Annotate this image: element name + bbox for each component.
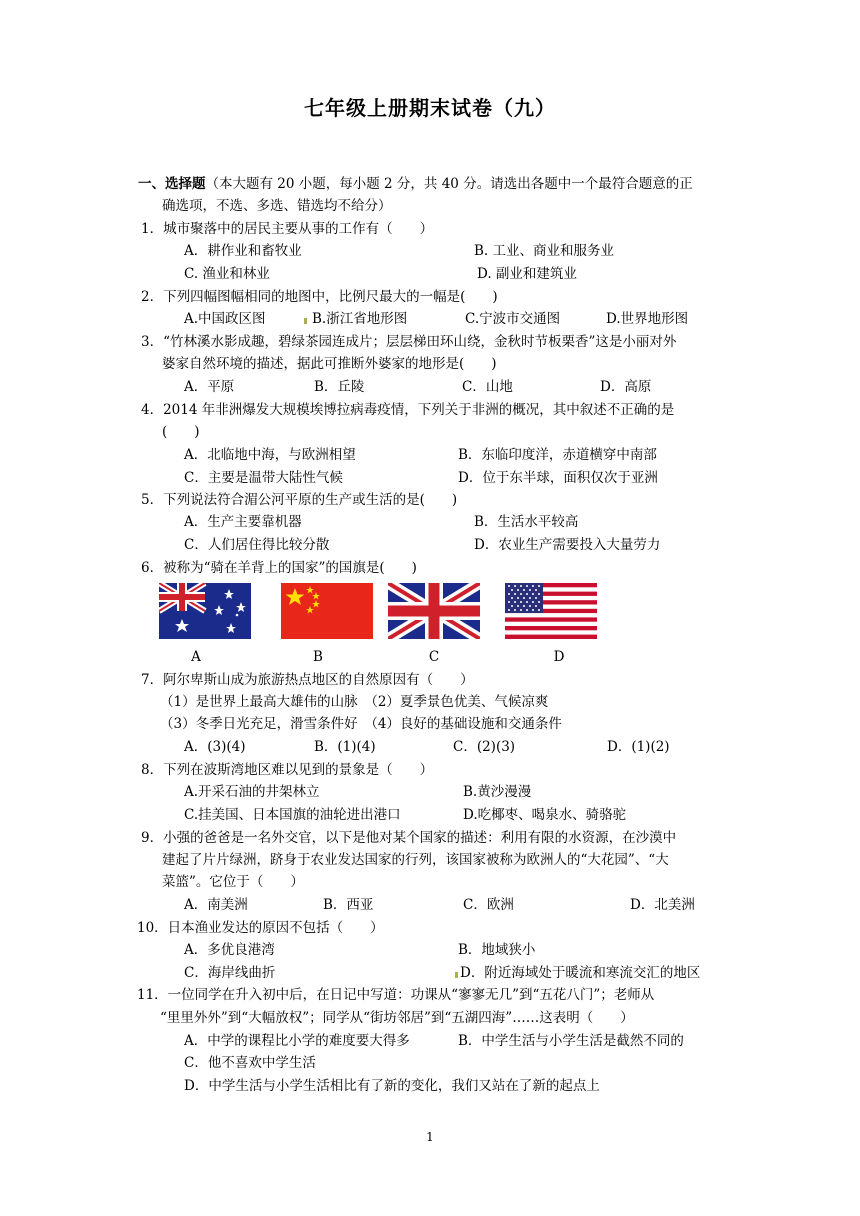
australia-flag-image (159, 583, 251, 639)
flag-label-b: B (313, 649, 323, 665)
question-6-stem: 6．被称为“骑在羊背上的国家”的国旗是( ) (141, 560, 417, 576)
question-11-option-d: D．中学生活与小学生活相比有了新的变化，我们又站在了新的起点上 (184, 1078, 600, 1094)
question-8-stem: 8．下列在波斯湾地区难以见到的景象是（ ） (141, 762, 434, 778)
question-1-option-b: B. 工业、商业和服务业 (474, 243, 615, 259)
question-8-option-d: D.吃椰枣、喝泉水、骑骆驼 (463, 807, 627, 823)
question-10-option-a: A．多优良港湾 (184, 942, 275, 958)
question-3-option-d: D．高原 (600, 379, 652, 395)
flag-label-a: A (191, 649, 201, 665)
question-9-stem-line2: 建起了片片绿洲，跻身于农业发达国家的行列，该国家被称为欧洲人的“大花园”、“大 (162, 852, 669, 868)
question-2-option-c: C.宁波市交通图 (465, 311, 561, 327)
question-10-option-d: D．附近海域处于暖流和寒流交汇的地区 (460, 965, 701, 981)
question-9-option-d: D．北美洲 (630, 897, 695, 913)
question-7-option-c: C．(2)(3) (453, 739, 516, 755)
usa-flag-image (505, 583, 597, 639)
page-number: 1 (426, 1130, 434, 1144)
flag-label-d: D (553, 649, 565, 665)
section-intro-line2: 确选项，不选、多选、错选均不给分） (162, 198, 392, 214)
question-10-option-b: B．地域狭小 (458, 942, 536, 958)
question-7-stem: 7．阿尔卑斯山成为旅游热点地区的自然原因有（ ） (141, 672, 474, 688)
question-4-option-c: C．主要是温带大陆性气候 (184, 470, 343, 486)
question-5-stem: 5．下列说法符合湄公河平原的生产或生活的是( ) (141, 492, 458, 508)
question-7-option-a: A．(3)(4) (184, 739, 246, 755)
question-2-option-a: A.中国政区图 (184, 311, 266, 327)
section-intro-line1 (138, 174, 693, 194)
question-9-stem-line3: 菜篮”。它位于（ ） (162, 874, 304, 890)
question-2-option-d: D.世界地形图 (606, 311, 689, 327)
question-8-option-a: A.开采石油的井架林立 (184, 784, 320, 800)
question-3-option-b: B．丘陵 (314, 379, 365, 395)
question-4-stem-line1: 4．2014 年非洲爆发大规模埃博拉病毒疫情，下列关于非洲的概况，其中叙述不正确的是 (141, 402, 675, 418)
question-7-statement-1: （1）是世界上最高大雄伟的山脉 （2）夏季景色优美、气候凉爽 (160, 694, 549, 710)
question-7-option-b: B．(1)(4) (314, 739, 376, 755)
page-title: 七年级上册期末试卷（九） (304, 96, 556, 120)
section-intro-text: （本大题有 20 小题，每小题 2 分，共 40 分。请选出各题中一个最符合题意的正 (205, 176, 693, 192)
question-11-option-a: A．中学的课程比小学的难度要大得多 (184, 1033, 410, 1049)
question-11-stem-line1: 11．一位同学在升入初中后，在日记中写道：功课从“寥寥无几”到“五花八门”；老师从 (137, 987, 655, 1003)
question-3-option-c: C．山地 (462, 379, 513, 395)
scan-speck (455, 972, 458, 978)
china-flag-image (281, 583, 373, 639)
section-heading: 一、选择题 (138, 176, 206, 192)
question-5-option-a: A．生产主要靠机器 (184, 514, 302, 530)
question-3-stem-line1: 3．“竹林溪水影成趣，碧绿茶园连成片；层层梯田环山绕，金秋时节板栗香”这是小丽对外 (141, 334, 677, 350)
question-4-stem-line2: ( ) (162, 424, 200, 440)
question-3-stem-line2: 婆家自然环境的描述，据此可推断外婆家的地形是( ) (162, 356, 497, 372)
question-1-option-d: D. 副业和建筑业 (477, 266, 577, 282)
question-3-option-a: A．平原 (184, 379, 235, 395)
question-9-option-b: B．西亚 (323, 897, 374, 913)
flag-label-c: C (428, 649, 440, 665)
question-8-option-b: B.黄沙漫漫 (463, 784, 532, 800)
question-5-option-c: C．人们居住得比较分散 (184, 537, 330, 553)
question-1-stem: 1．城市聚落中的居民主要从事的工作有（ ） (141, 221, 434, 237)
uk-flag-image (388, 583, 480, 639)
question-11-option-c: C．他不喜欢中学生活 (184, 1055, 316, 1071)
question-10-stem: 10．日本渔业发达的原因不包括（ ） (137, 920, 384, 936)
scan-speck (304, 318, 307, 324)
question-1-option-a: A．耕作业和畜牧业 (184, 243, 302, 259)
question-7-statement-2: （3）冬季日光充足，滑雪条件好 （4）良好的基础设施和交通条件 (160, 716, 562, 732)
question-4-option-a: A．北临地中海，与欧洲相望 (184, 447, 356, 463)
question-11-option-b: B．中学生活与小学生活是截然不同的 (458, 1033, 684, 1049)
question-9-option-c: C．欧洲 (463, 897, 514, 913)
question-1-option-c: C. 渔业和林业 (184, 266, 270, 282)
question-2-option-b: B.浙江省地形图 (312, 311, 408, 327)
question-4-option-b: B．东临印度洋，赤道横穿中南部 (458, 447, 657, 463)
question-10-option-c: C．海岸线曲折 (184, 965, 276, 981)
question-8-option-c: C.挂美国、日本国旗的油轮进出港口 (184, 807, 401, 823)
question-7-option-d: D．(1)(2) (607, 739, 670, 755)
question-9-stem-line1: 9．小强的爸爸是一名外交官，以下是他对某个国家的描述：利用有限的水资源，在沙漠中 (141, 830, 677, 846)
question-11-stem-line2: “里里外外”到“大幅放权”；同学从“街坊邻居”到“五湖四海”……这表明（ ） (160, 1010, 634, 1026)
question-5-option-d: D．农业生产需要投入大量劳力 (474, 537, 661, 553)
question-5-option-b: B．生活水平较高 (474, 514, 579, 530)
question-9-option-a: A．南美洲 (184, 897, 248, 913)
question-2-stem: 2．下列四幅图幅相同的地图中，比例尺最大的一幅是( ) (141, 289, 498, 305)
question-4-option-d: D．位于东半球，面积仅次于亚洲 (458, 470, 658, 486)
